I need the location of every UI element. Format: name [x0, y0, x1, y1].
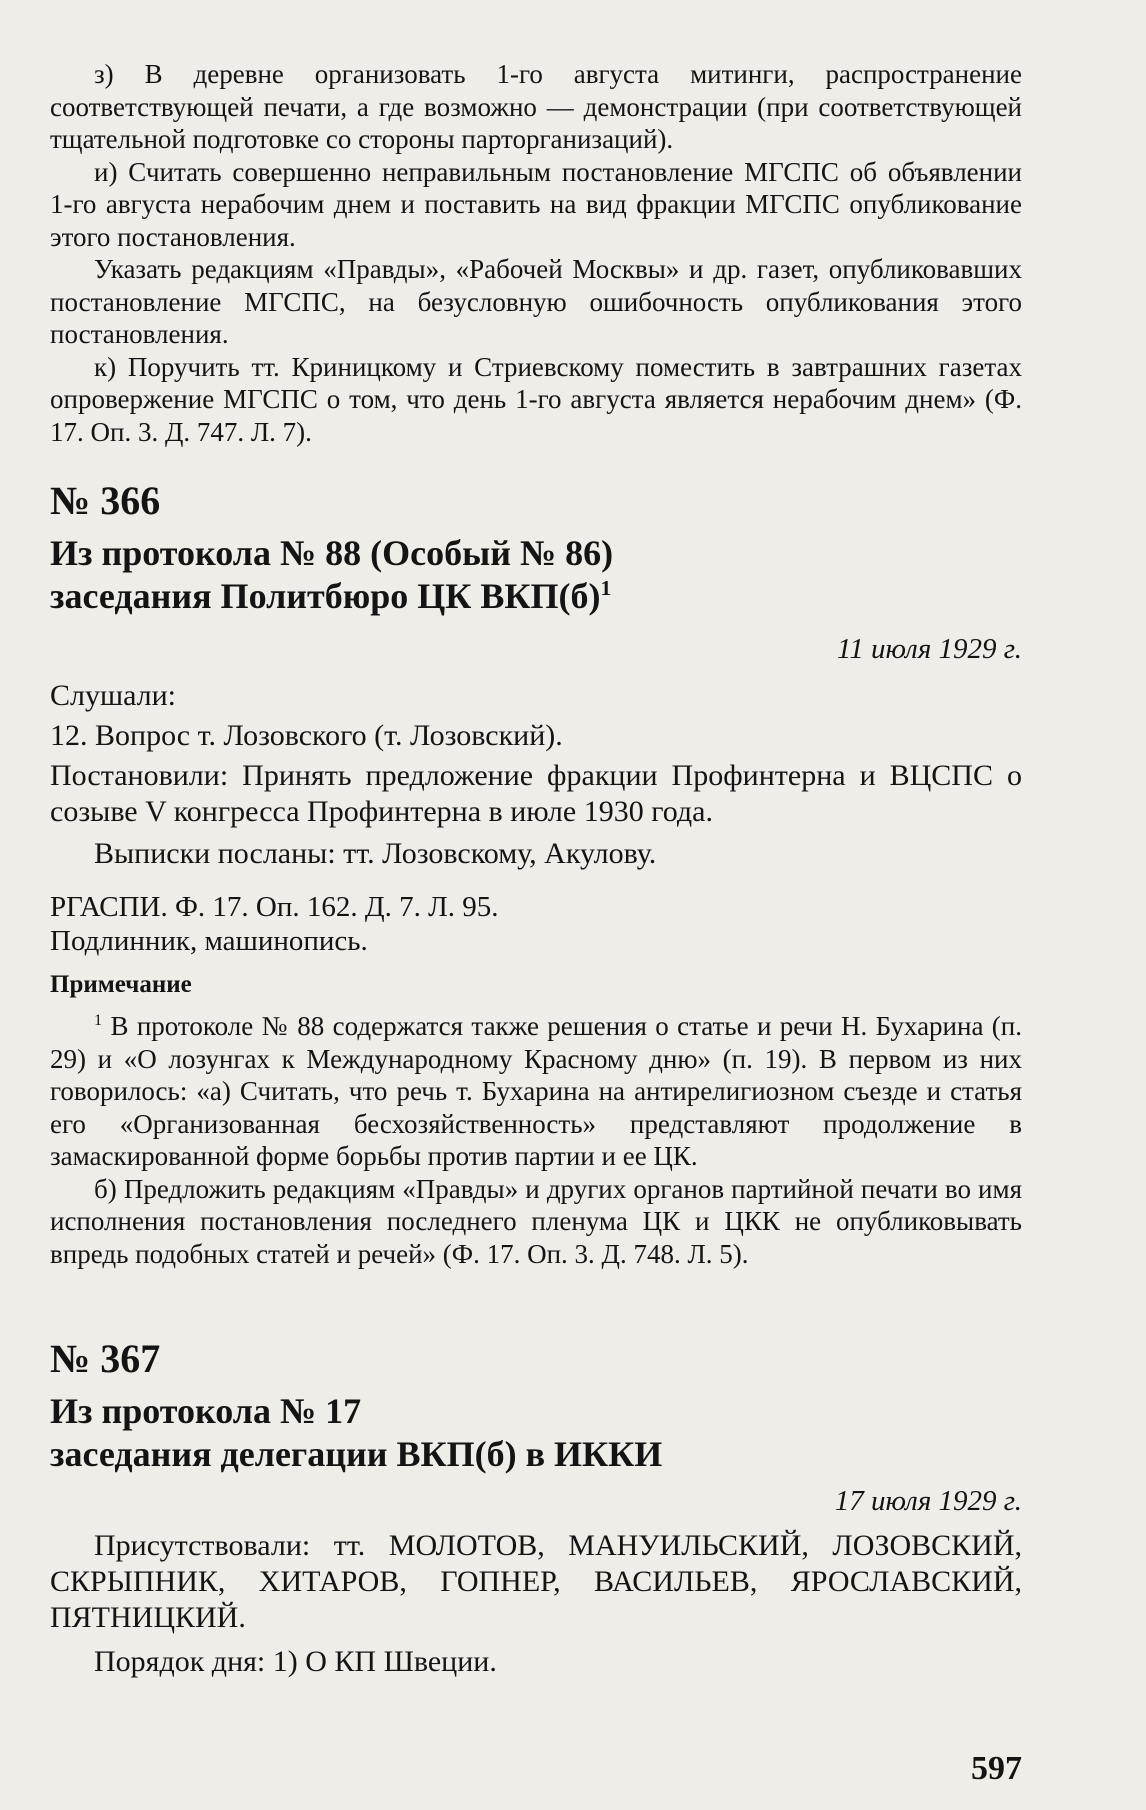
extracts-sent: Выписки посланы: тт. Лозовскому, Акулову.	[94, 837, 657, 870]
document-366	[50, 478, 1022, 1270]
agenda: Порядок дня: 1) О КП Швеции.	[94, 1645, 497, 1678]
page-number: 597	[971, 1750, 1022, 1787]
resolution: Постановили: Принять предложение фракции Профинтерна и ВЦСПС о созыве V конгресса Профинтерна в июле 1930 года.	[50, 759, 1022, 828]
document-367	[50, 1336, 1022, 1680]
note-paragraph	[50, 1010, 1022, 1173]
paragraph: к) Поручить тт. Криницкому и Стриевскому поместить в завтрашних газетах опровержение МГСПС о том, что день 1-го августа является нерабочим днем» (Ф. 17. Оп. 3. Д. 747. Л. 7).	[50, 351, 1022, 447]
attendees: Присутствовали: тт. МОЛОТОВ, МАНУИЛЬСКИЙ, ЛОЗОВСКИЙ, СКРЫПНИК, ХИТАРОВ, ГОПНЕР, ВАСИЛЬЕВ, ЯРОСЛАВСКИЙ, ПЯТНИЦКИЙ.	[50, 1529, 1022, 1634]
document-number: № 367	[50, 1336, 161, 1381]
document-number: № 366	[50, 478, 161, 523]
document-date: 17 июля 1929 г.	[834, 1485, 1022, 1517]
document-title: Из протокола № 17	[50, 1391, 362, 1431]
note-text: В протоколе № 88 содержатся также решения о статье и речи Н. Бухарина (п. 29) и «О лозунгах к Международному Красному дню» (п. 19). В первом из них говорилось: «а) Считать, что речь т. Бухарина на антирелигиозном съезде и статья его «Организованная бесхозяйственность» представляют продолжение в замаскированной форме борьбы против партии и ее ЦК.	[50, 1011, 1022, 1171]
continued-text	[50, 58, 1022, 448]
document-title: Из протокола № 88 (Особый № 86)	[50, 533, 614, 573]
document-title-text: заседания Политбюро ЦК ВКП(б)	[50, 576, 601, 616]
document-date: 11 июля 1929 г.	[836, 633, 1022, 665]
archive-source: РГАСПИ. Ф. 17. Оп. 162. Д. 7. Л. 95.	[50, 891, 499, 923]
paragraph: Указать редакциям «Правды», «Рабочей Москвы» и др. газет, опубликовавших постановление МГСПС, на безусловную ошибочность опубликования этого постановления.	[50, 254, 1022, 349]
paragraph: з) В деревне организовать 1-го августа митинги, распространение соответствующей печати, а где возможно — демонстрации (при соответствующей тщательной подготовке со стороны парторганизаций).	[50, 59, 1022, 154]
original-note: Подлинник, машинопись.	[50, 925, 368, 957]
note-heading: Примечание	[50, 971, 192, 998]
heard-label: Слушали:	[50, 679, 177, 712]
paragraph: и) Считать совершенно неправильным постановление МГСПС об объявлении 1-го августа нерабочим днем и поставить на вид фракции МГСПС опубликование этого постановления.	[50, 156, 1022, 252]
document-title: заседания делегации ВКП(б) в ИККИ	[50, 1434, 663, 1474]
footnote-marker: 1	[600, 576, 612, 600]
note-marker: 1	[94, 1011, 103, 1029]
note-paragraph: б) Предложить редакциям «Правды» и других органов партийной печати во имя исполнения постановления последнего пленума ЦК и ЦКК не опубликовывать впредь подобных статей и речей» (Ф. 17. Оп. 3. Д. 748. Л. 5).	[50, 1173, 1022, 1269]
document-title	[50, 575, 1022, 618]
agenda-item: 12. Вопрос т. Лозовского (т. Лозовский).	[50, 719, 563, 752]
